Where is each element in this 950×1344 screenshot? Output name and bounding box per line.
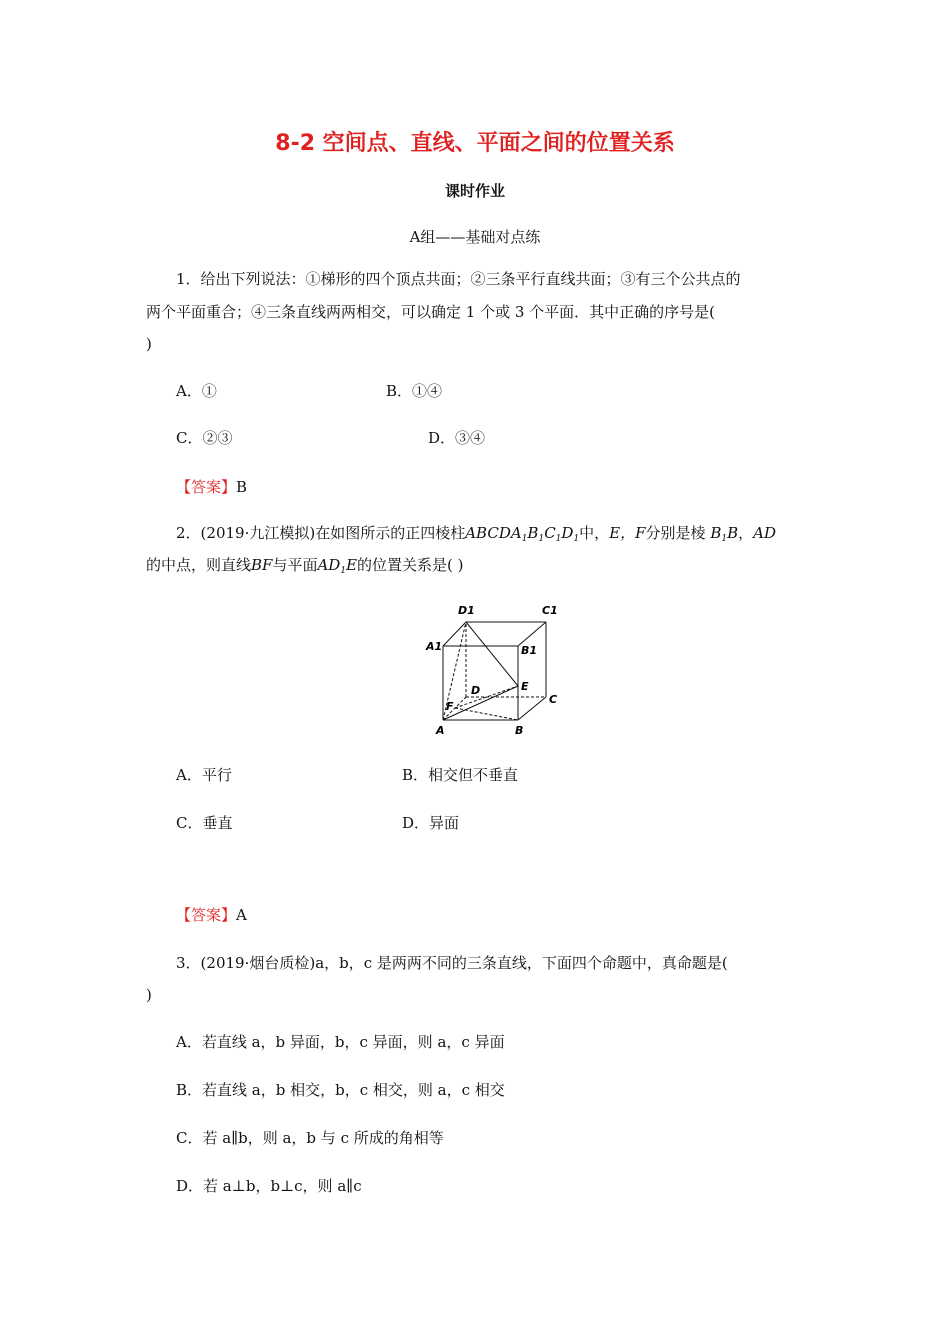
q3-option-d: D．若 a⊥b，b⊥c，则 a∥c (176, 1177, 362, 1195)
q1-answer (176, 477, 247, 497)
q1-line2: 两个平面重合；④三条直线两两相交，可以确定 1 个或 3 个平面．其中正确的序号是( (146, 303, 716, 321)
q2-line2: 的中点，则直线BF与平面$AD_1E$的位置关系是( ) (146, 556, 464, 576)
q2-option-d: D．异面 (402, 814, 460, 832)
q2-edge1: B (710, 524, 722, 542)
q3-line2: ) (146, 986, 152, 1004)
q3-option-a: A．若直线 a，b 异面，b，c 异面，则 a，c 异面 (176, 1033, 505, 1051)
q2-edge2: AD (753, 524, 777, 542)
q2-line2-b: 与平面 (272, 556, 318, 574)
section-subtitle: 课时作业 (444, 182, 505, 200)
q1-line1: 1．给出下列说法：①梯形的四个顶点共面；②三条平行直线共面；③有三个公共点的 (176, 270, 741, 288)
q2-plane: AD (317, 556, 341, 574)
q2-line1: 2．(2019·九江模拟)在如图所示的正四棱柱$ABCDA_1B_1C_1D_1$中，E，F分别是棱 $B_1B$，AD (176, 524, 777, 544)
q2-option-c: C．垂直 (176, 814, 233, 832)
answer-value: B (236, 478, 248, 496)
label-b: B (515, 724, 524, 737)
label-f: F (446, 700, 454, 713)
label-c1: C1 (542, 604, 558, 617)
q1-option-c: C．②③ (176, 429, 233, 447)
answer-tag: 【答案】 (176, 906, 237, 924)
q2-option-b: B．相交但不垂直 (402, 766, 519, 784)
group-heading: A组——基础对点练 (409, 228, 541, 246)
answer-value: A (236, 906, 247, 924)
q2-answer (176, 905, 247, 925)
q3-option-c: C．若 a∥b，则 a，b 与 c 所成的角相等 (176, 1129, 444, 1147)
q1-line3: ) (146, 335, 152, 353)
prism-figure (420, 600, 570, 742)
label-d1: D1 (458, 604, 475, 617)
q1-option-a: A．① (176, 382, 217, 400)
q2-mid: 中， (579, 524, 610, 542)
label-d: D (471, 684, 481, 697)
q1-option-d: D．③④ (428, 429, 486, 447)
q2-prefix: 2．(2019·九江模拟)在如图所示的正四棱柱 (176, 524, 466, 542)
label-c: C (549, 693, 558, 706)
q2-line2-c: 的位置关系是( ) (357, 556, 464, 574)
q2-after-points: 分别是棱 (645, 524, 706, 542)
label-b1: B1 (521, 644, 538, 657)
q2-option-a: A．平行 (176, 766, 232, 784)
q1-option-b: B．①④ (386, 382, 443, 400)
label-a: A (436, 724, 445, 737)
label-a1: A1 (426, 640, 443, 653)
q2-bf: BF (251, 556, 273, 574)
label-e: E (521, 680, 529, 693)
page-title: 8-2 空间点、直线、平面之间的位置关系 (275, 131, 675, 156)
q3-option-b: B．若直线 a，b 相交，b，c 相交，则 a，c 相交 (176, 1081, 505, 1099)
answer-tag: 【答案】 (176, 478, 237, 496)
q3-line1: 3．(2019·烟台质检)a，b，c 是两两不同的三条直线，下面四个命题中，真命题是( (176, 954, 728, 972)
q2-line2-a: 的中点，则直线 (146, 556, 252, 574)
q2-prism-name: ABCDA (465, 524, 522, 542)
q2-points: E，F (609, 524, 646, 542)
